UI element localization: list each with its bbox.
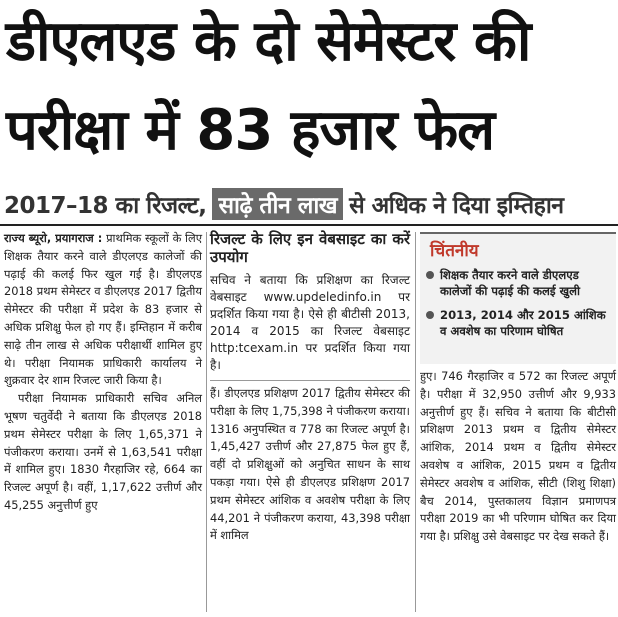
- dateline: राज्य ब्यूरो, प्रयागराज :: [4, 231, 103, 245]
- box-divider: [210, 380, 410, 381]
- subhead-before: 2017–18 का रिजल्ट,: [4, 193, 207, 219]
- sidebar-item-text: शिक्षक तैयार करने वाले डीएलएड कालेजों की पढ़ाई की कलई खुली: [440, 268, 580, 298]
- column3-body: हुए। 746 गैरहाजिर व 572 का रिजल्ट अपूर्ण है। परीक्षा में 32,950 उत्तीर्ण और 9,933 अनुत्तीर्ण हुए हैं। सचिव ने बताया कि बीटीसी प्रशिक्षण 2013 प्रथम व द्वितीय सेमेस्टर आंशिक, 2014 प्रथम व द्वितीय सेमेस्टर अवशेष व आंशिक, 2015 प्रथम व द्वितीय सेमेस्टर अवशेष व आंशिक, सीटी (शिशु शिक्षा) बैच 2014, पुस्तकालय विज्ञान प्रमाणपत्र परीक्षा 2019 का भी परिणाम घोषित कर दिया गया है। प्रशिक्षु उसे वेबसाइट पर देख सकते हैं।: [420, 369, 616, 544]
- header-divider: [0, 224, 618, 226]
- bullet-icon: [426, 311, 434, 319]
- headline-line-2: परीक्षा में 83 हजार फेल: [6, 98, 495, 163]
- bullet-icon: [426, 271, 434, 279]
- subhead-highlight: साढ़े तीन लाख: [212, 188, 343, 220]
- sidebar-item-text: 2013, 2014 और 2015 आंशिक व अवशेष का परिणाम घोषित: [440, 308, 606, 338]
- sidebar-item: [424, 267, 608, 299]
- sidebar-list: [420, 267, 616, 339]
- column2-body: हैं। डीएलएड प्रशिक्षण 2017 द्वितीय सेमेस्टर की परीक्षा के लिए 1,75,398 ने पंजीकरण कराया। 1316 अनुपस्थित व 778 का रिजल्ट अपूर्ण है। 1,45,427 उत्तीर्ण और 27,875 फेल हुए हैं, वहीं दो प्रशिक्षुओं को अनुचित साधन के साथ पकड़ा गया। ऐसे ही डीएलएड प्रशिक्षण 2017 प्रथम सेमेस्टर आंशिक व अवशेष परीक्षा के लिए 44,201 ने पंजीकरण कराया, 43,398 परीक्षा में शामिल: [210, 386, 410, 543]
- article-column-2: [210, 230, 410, 545]
- column1-para1: [4, 230, 202, 390]
- column-divider-1: [206, 232, 207, 612]
- column1-para2: परीक्षा नियामक प्राधिकारी सचिव अनिल भूषण चतुर्वेदी ने बताया कि डीएलएड 2018 प्रथम सेमेस्टर परीक्षा के लिए 1,65,371 ने पंजीकरण कराया। उनमें से 1,63,541 परीक्षा में शामिल हुए। 1830 गैरहाजिर रहे, 664 का रिजल्ट अपूर्ण है। वहीं, 1,17,622 उत्तीर्ण और 45,255 अनुत्तीर्ण हुए: [4, 391, 202, 512]
- sidebar-item: [424, 307, 608, 339]
- subheadline: [4, 184, 616, 224]
- headline-line-1: डीएलएड के दो सेमेस्टर की: [6, 9, 531, 74]
- sidebar-title: चिंतनीय: [430, 241, 479, 261]
- website-box-title: रिजल्ट के लिए इन वेबसाइट का करें उपयोग: [210, 230, 410, 266]
- article-column-1: [4, 230, 202, 515]
- article-column-3: [420, 368, 616, 546]
- highlight-sidebar: [420, 232, 616, 364]
- website-box-text: सचिव ने बताया कि प्रशिक्षण का रिजल्ट वेबसाइट www.updeledinfo.in पर प्रदर्शित किया गया है। ऐसे ही बीटीसी 2013, 2014 व 2015 का रिजल्ट वेबसाइट http:tcexam.in पर प्रदर्शित किया गया है।: [210, 273, 410, 372]
- subhead-after: से अधिक ने दिया इम्तिहान: [349, 193, 564, 219]
- column1-para1-text: प्राथमिक स्कूलों के लिए शिक्षक तैयार करने वाले डीएलएड कालेजों की पढ़ाई की कलई फिर खुल गई है। डीएलएड 2018 प्रथम सेमेस्टर व डीएलएड 2017 द्वितीय सेमेस्टर की परीक्षा में प्रदेश के 83 हजार से अधिक प्रशिक्षु फेल हो गए हैं। इम्तिहान में करीब साढ़े तीन लाख से अधिक परीक्षार्थी शामिल हुए थे। परीक्षा नियामक प्राधिकारी कार्यालय ने शुक्रवार देर शाम रिजल्ट जारी किया है।: [4, 231, 202, 388]
- column-divider-2: [415, 232, 416, 612]
